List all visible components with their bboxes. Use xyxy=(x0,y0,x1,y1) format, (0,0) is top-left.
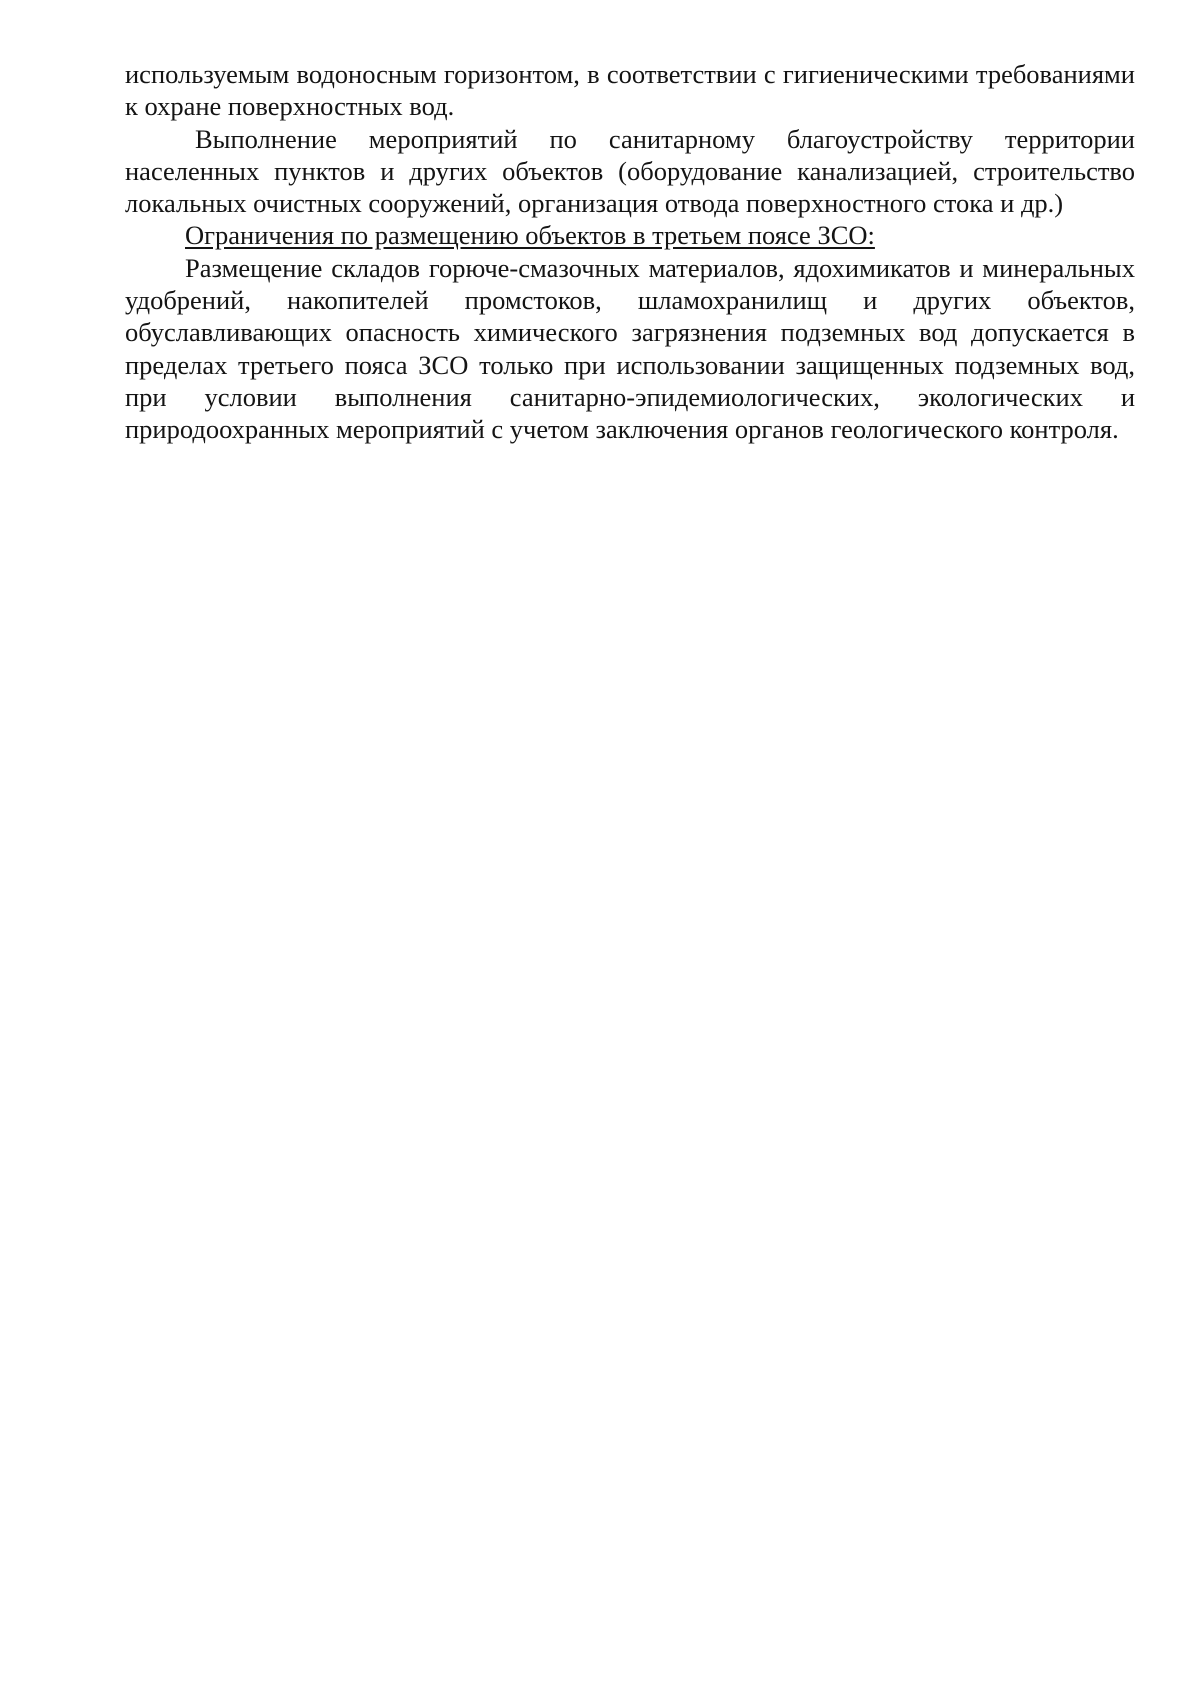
paragraph-placement-restrictions: Размещение складов горюче-смазочных материалов, ядохимикатов и минеральных удобрений, накопителей промстоков, шламохранилищ и других объектов, обуславливающих опасность химического загрязнения подземных вод допускается в пределах третьего пояса ЗСО только при использовании защищенных подземных вод, при условии выполнения санитарно-эпидемиологических, экологических и природоохранных мероприятий с учетом заключения органов геологического контроля. xyxy=(125,252,1135,445)
document-body xyxy=(125,58,1135,446)
paragraph-water-protection: используемым водоносным горизонтом, в соответствии с гигиеническими требованиями к охране поверхностных вод. xyxy=(125,59,1135,122)
section-heading-third-zone-restrictions: Ограничения по размещению объектов в третьем поясе ЗСО: xyxy=(185,220,875,251)
section-heading-wrapper xyxy=(125,219,1135,251)
paragraph-sanitary-improvement: Выполнение мероприятий по санитарному благоустройству территории населенных пунктов и других объектов (оборудование канализацией, строительство локальных очистных сооружений, организация отвода поверхностного стока и др.) xyxy=(125,123,1135,219)
